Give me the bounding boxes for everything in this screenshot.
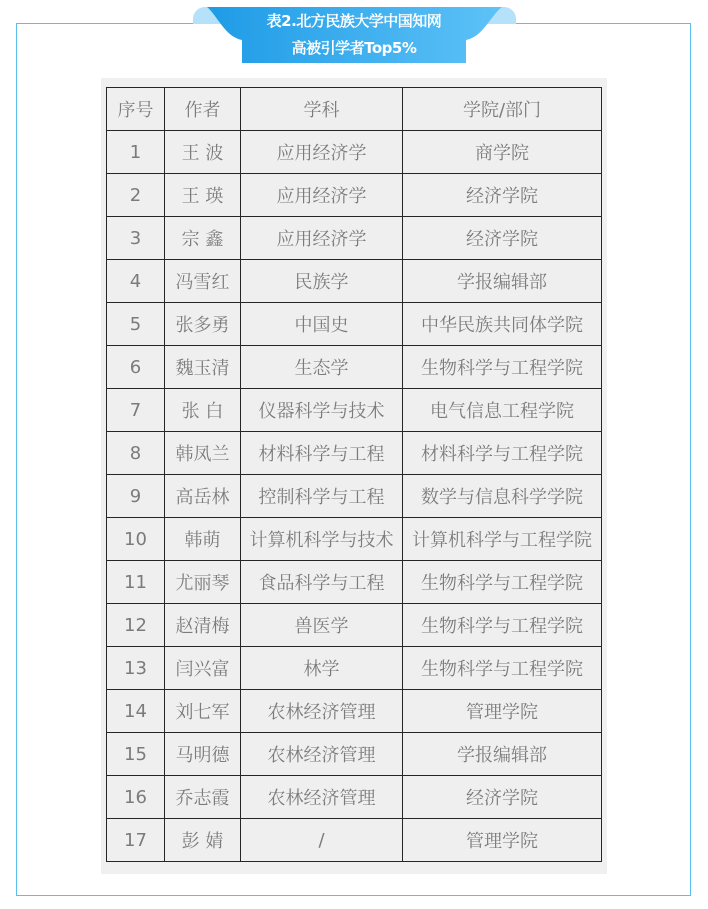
cell-author: 宗 鑫 <box>165 217 241 260</box>
cell-no: 6 <box>107 346 165 389</box>
cell-author: 魏玉清 <box>165 346 241 389</box>
cell-subject: 农林经济管理 <box>241 690 403 733</box>
cell-subject: 兽医学 <box>241 604 403 647</box>
cell-dept: 电气信息工程学院 <box>403 389 602 432</box>
table-row <box>107 432 602 475</box>
page-title <box>242 8 466 62</box>
cell-no: 1 <box>107 131 165 174</box>
cell-dept: 经济学院 <box>403 174 602 217</box>
cell-no: 3 <box>107 217 165 260</box>
table-row <box>107 346 602 389</box>
cell-author: 乔志霞 <box>165 776 241 819</box>
cell-author: 尤丽琴 <box>165 561 241 604</box>
table-row <box>107 217 602 260</box>
table-body <box>107 131 602 862</box>
table-row <box>107 518 602 561</box>
cell-no: 17 <box>107 819 165 862</box>
cell-no: 4 <box>107 260 165 303</box>
cell-subject: 民族学 <box>241 260 403 303</box>
cell-author: 张 白 <box>165 389 241 432</box>
cell-no: 14 <box>107 690 165 733</box>
cell-subject: 农林经济管理 <box>241 776 403 819</box>
cell-no: 7 <box>107 389 165 432</box>
cell-dept: 计算机科学与工程学院 <box>403 518 602 561</box>
title-line-1: 表2.北方民族大学中国知网 <box>266 12 442 30</box>
table-row <box>107 174 602 217</box>
table-image-area <box>101 78 607 874</box>
cell-subject: 应用经济学 <box>241 217 403 260</box>
cell-author: 赵清梅 <box>165 604 241 647</box>
cell-author: 王 波 <box>165 131 241 174</box>
cell-author: 韩萌 <box>165 518 241 561</box>
cell-no: 11 <box>107 561 165 604</box>
table-row <box>107 131 602 174</box>
column-header-dept: 学院/部门 <box>403 88 602 131</box>
cell-subject: 食品科学与工程 <box>241 561 403 604</box>
table-row <box>107 303 602 346</box>
cell-no: 2 <box>107 174 165 217</box>
cell-subject: 应用经济学 <box>241 131 403 174</box>
cell-author: 彭 婧 <box>165 819 241 862</box>
cell-dept: 管理学院 <box>403 819 602 862</box>
cell-subject: 林学 <box>241 647 403 690</box>
cell-subject: / <box>241 819 403 862</box>
cell-no: 8 <box>107 432 165 475</box>
title-line-2: 高被引学者Top5% <box>291 39 417 57</box>
column-header-author: 作者 <box>165 88 241 131</box>
cell-no: 10 <box>107 518 165 561</box>
cell-subject: 生态学 <box>241 346 403 389</box>
table-row <box>107 819 602 862</box>
cell-subject: 应用经济学 <box>241 174 403 217</box>
cell-subject: 农林经济管理 <box>241 733 403 776</box>
cell-author: 冯雪红 <box>165 260 241 303</box>
table-row <box>107 690 602 733</box>
cell-author: 张多勇 <box>165 303 241 346</box>
cell-dept: 经济学院 <box>403 776 602 819</box>
cell-dept: 生物科学与工程学院 <box>403 647 602 690</box>
scholars-table <box>106 87 602 862</box>
table-row <box>107 475 602 518</box>
cell-subject: 计算机科学与技术 <box>241 518 403 561</box>
table-row <box>107 260 602 303</box>
table-row <box>107 733 602 776</box>
cell-dept: 中华民族共同体学院 <box>403 303 602 346</box>
cell-no: 13 <box>107 647 165 690</box>
cell-dept: 学报编辑部 <box>403 260 602 303</box>
cell-no: 16 <box>107 776 165 819</box>
cell-subject: 材料科学与工程 <box>241 432 403 475</box>
cell-dept: 生物科学与工程学院 <box>403 346 602 389</box>
cell-no: 5 <box>107 303 165 346</box>
table-row <box>107 604 602 647</box>
table-row <box>107 389 602 432</box>
table-header-row <box>107 88 602 131</box>
cell-author: 马明德 <box>165 733 241 776</box>
column-header-no: 序号 <box>107 88 165 131</box>
column-header-subject: 学科 <box>241 88 403 131</box>
cell-no: 15 <box>107 733 165 776</box>
cell-author: 闫兴富 <box>165 647 241 690</box>
cell-dept: 材料科学与工程学院 <box>403 432 602 475</box>
cell-author: 刘七军 <box>165 690 241 733</box>
cell-author: 王 瑛 <box>165 174 241 217</box>
cell-dept: 经济学院 <box>403 217 602 260</box>
cell-dept: 学报编辑部 <box>403 733 602 776</box>
cell-dept: 生物科学与工程学院 <box>403 561 602 604</box>
table-row <box>107 561 602 604</box>
cell-subject: 中国史 <box>241 303 403 346</box>
cell-dept: 商学院 <box>403 131 602 174</box>
cell-author: 高岳林 <box>165 475 241 518</box>
cell-subject: 仪器科学与技术 <box>241 389 403 432</box>
cell-dept: 管理学院 <box>403 690 602 733</box>
cell-no: 9 <box>107 475 165 518</box>
table-row <box>107 647 602 690</box>
cell-dept: 生物科学与工程学院 <box>403 604 602 647</box>
cell-dept: 数学与信息科学学院 <box>403 475 602 518</box>
cell-no: 12 <box>107 604 165 647</box>
cell-subject: 控制科学与工程 <box>241 475 403 518</box>
cell-author: 韩凤兰 <box>165 432 241 475</box>
table-row <box>107 776 602 819</box>
